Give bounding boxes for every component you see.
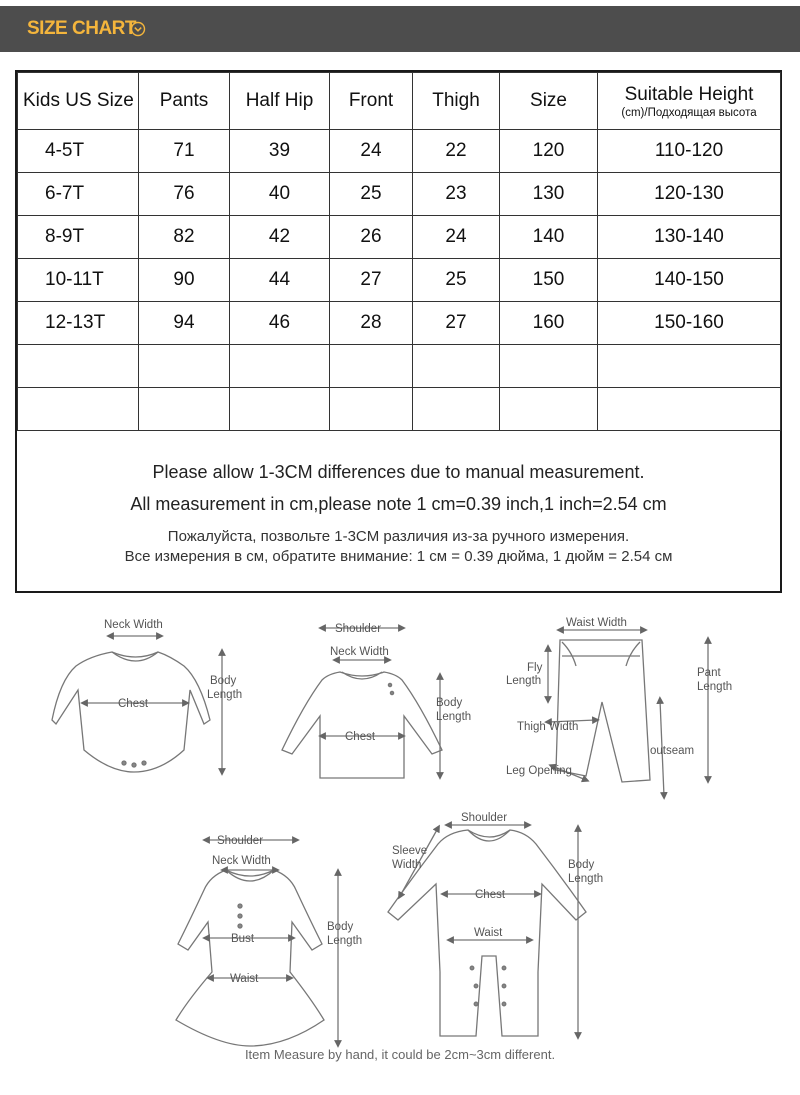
chevron-down-circle-icon — [130, 21, 146, 37]
pants-thigh-width-label: Thigh Width — [517, 721, 579, 733]
table-cell — [230, 345, 330, 388]
table-cell: 8-9T — [18, 216, 139, 259]
table-cell: 24 — [413, 216, 500, 259]
footer-note: Item Measure by hand, it could be 2cm~3cm different. — [244, 1047, 556, 1062]
header-thigh: Thigh — [413, 73, 500, 130]
measurement-diagrams — [0, 600, 800, 1095]
table-cell — [330, 345, 413, 388]
table-cell — [139, 345, 230, 388]
table-row — [18, 216, 781, 259]
dress-neck-width-label: Neck Width — [212, 855, 271, 867]
romper-shoulder-label: Shoulder — [461, 812, 508, 824]
header-suitable-height-main: Suitable Height — [624, 83, 754, 105]
table-cell: 82 — [139, 216, 230, 259]
table-row — [18, 302, 781, 345]
pants-outseam-label: outseam — [650, 745, 695, 757]
romper-sleeve-width-label-1: Sleeve — [392, 845, 428, 857]
table-cell: 130 — [500, 173, 598, 216]
table-cell: 130-140 — [598, 216, 781, 259]
table-body — [18, 130, 781, 431]
header-suitable-height-sub: (cm)/Подходящая высота — [621, 106, 757, 119]
table-cell: 10-11T — [18, 259, 139, 302]
table-cell: 94 — [139, 302, 230, 345]
pants-fly-length-label-1: Fly — [527, 662, 543, 674]
table-cell: 120-130 — [598, 173, 781, 216]
table-cell — [598, 388, 781, 431]
table-cell: 110-120 — [598, 130, 781, 173]
note-russian-2: Все измерения в см, обратите внимание: 1 см = 0.39 дюйма, 1 дюйм = 2.54 см — [124, 548, 673, 565]
table-cell — [230, 388, 330, 431]
table-cell — [413, 388, 500, 431]
table-cell — [330, 388, 413, 431]
bodysuit-neck-width-label: Neck Width — [104, 619, 163, 631]
table-cell: 46 — [230, 302, 330, 345]
header-pants: Pants — [139, 73, 230, 130]
table-cell: 25 — [330, 173, 413, 216]
dress-shoulder-label: Shoulder — [217, 835, 264, 847]
table-row — [18, 259, 781, 302]
table-cell: 6-7T — [18, 173, 139, 216]
top-shoulder-label: Shoulder — [335, 623, 382, 635]
romper-chest-label: Chest — [475, 889, 506, 901]
table-cell: 12-13T — [18, 302, 139, 345]
pants-diagram — [548, 630, 708, 796]
table-row — [18, 173, 781, 216]
table-cell: 140 — [500, 216, 598, 259]
dress-diagram — [176, 840, 338, 1046]
header-half-hip: Half Hip — [230, 73, 330, 130]
romper-waist-label: Waist — [474, 927, 503, 939]
top-neck-width-label: Neck Width — [330, 646, 389, 658]
table-row — [18, 130, 781, 173]
table-cell — [598, 345, 781, 388]
header-size: Size — [500, 73, 598, 130]
table-cell: 40 — [230, 173, 330, 216]
romper-sleeve-width-label-2: Width — [392, 859, 422, 871]
header-kids-us-size: Kids US Size — [18, 73, 139, 130]
size-chart-header — [0, 6, 800, 52]
pants-leg-opening-label: Leg Opening — [506, 765, 572, 777]
note-english-2: All measurement in cm,please note 1 cm=0.39 inch,1 inch=2.54 cm — [130, 494, 667, 514]
table-cell: 23 — [413, 173, 500, 216]
header-suitable-height — [598, 73, 781, 130]
dress-waist-label: Waist — [230, 973, 259, 985]
table-cell: 150 — [500, 259, 598, 302]
table-cell — [18, 345, 139, 388]
table-cell: 160 — [500, 302, 598, 345]
table-cell — [500, 388, 598, 431]
table-cell: 42 — [230, 216, 330, 259]
top-chest-label: Chest — [345, 731, 376, 743]
size-chart-box — [15, 70, 782, 593]
table-cell — [18, 388, 139, 431]
size-table — [17, 72, 781, 431]
table-cell: 27 — [330, 259, 413, 302]
pants-pant-length-label-1: Pant — [697, 667, 721, 679]
table-cell: 4-5T — [18, 130, 139, 173]
pants-waist-width-label: Waist Width — [566, 617, 627, 629]
header-front: Front — [330, 73, 413, 130]
dress-bust-label: Bust — [231, 933, 255, 945]
bodysuit-body-length-label-1: Body — [210, 675, 237, 687]
table-cell: 25 — [413, 259, 500, 302]
table-cell: 24 — [330, 130, 413, 173]
note-russian-1: Пожалуйста, позвольте 1-3CM различия из-за ручного измерения. — [167, 528, 630, 545]
header-title: SIZE CHART — [27, 18, 136, 39]
table-cell: 28 — [330, 302, 413, 345]
table-cell: 120 — [500, 130, 598, 173]
table-cell: 76 — [139, 173, 230, 216]
garment-diagrams-svg — [0, 600, 800, 1095]
top-body-length-label-2: Length — [436, 711, 472, 723]
table-cell: 140-150 — [598, 259, 781, 302]
table-cell: 22 — [413, 130, 500, 173]
romper-body-length-label-1: Body — [568, 859, 595, 871]
table-row — [18, 388, 781, 431]
table-row — [18, 345, 781, 388]
note-english-1: Please allow 1-3CM differences due to manual measurement. — [152, 462, 645, 482]
table-header-row — [18, 73, 781, 130]
table-cell: 150-160 — [598, 302, 781, 345]
table-cell: 90 — [139, 259, 230, 302]
table-cell: 71 — [139, 130, 230, 173]
table-cell — [500, 345, 598, 388]
pants-fly-length-label-2: Length — [506, 675, 542, 687]
table-cell: 27 — [413, 302, 500, 345]
pants-pant-length-label-2: Length — [697, 681, 733, 693]
bodysuit-body-length-label-2: Length — [207, 689, 243, 701]
table-cell — [413, 345, 500, 388]
table-cell: 26 — [330, 216, 413, 259]
table-cell — [139, 388, 230, 431]
top-body-length-label-1: Body — [436, 697, 463, 709]
table-cell: 39 — [230, 130, 330, 173]
bodysuit-chest-label: Chest — [118, 698, 149, 710]
dress-body-length-label-1: Body — [327, 921, 354, 933]
dress-body-length-label-2: Length — [327, 935, 363, 947]
table-cell: 44 — [230, 259, 330, 302]
romper-body-length-label-2: Length — [568, 873, 604, 885]
